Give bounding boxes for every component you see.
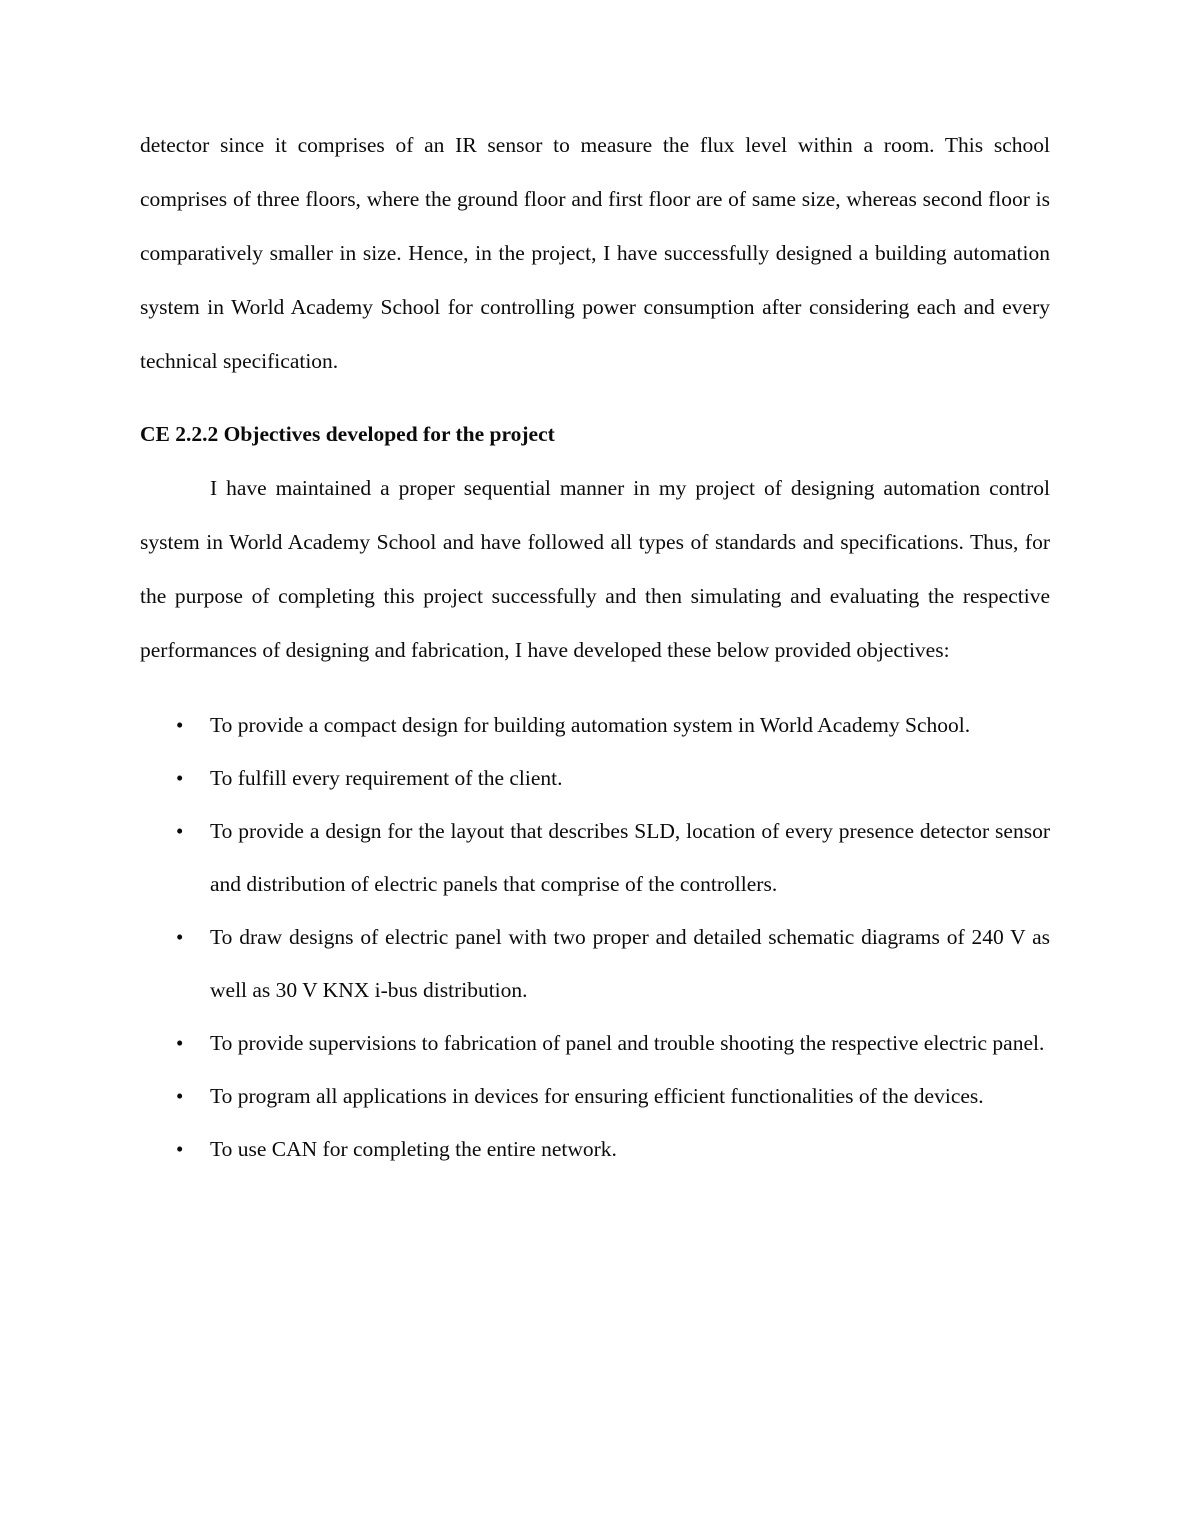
list-item-text: To use CAN for completing the entire network. bbox=[210, 1137, 617, 1161]
paragraph-intro: detector since it comprises of an IR sensor to measure the flux level within a room. This school comprises of three floors, where the ground floor and first floor are of same size, whereas second floor is comparatively smaller in size. Hence, in the project, I have successfully designed a building automation system in World Academy School for controlling power consumption after considering each and every technical specification. bbox=[140, 133, 1050, 373]
bullet-icon: • bbox=[176, 925, 184, 949]
list-item bbox=[176, 699, 1050, 752]
bullet-icon: • bbox=[176, 713, 184, 737]
list-item-text: To fulfill every requirement of the client. bbox=[210, 766, 563, 790]
list-item bbox=[176, 1017, 1050, 1070]
list-item-text: To provide a design for the layout that describes SLD, location of every presence detector sensor and distribution of electric panels that comprise of the controllers. bbox=[210, 819, 1050, 896]
list-item bbox=[176, 1123, 1050, 1176]
list-item-text: To draw designs of electric panel with two proper and detailed schematic diagrams of 240 V as well as 30 V KNX i-bus distribution. bbox=[210, 925, 1050, 1002]
list-item-text: To program all applications in devices for ensuring efficient functionalities of the devices. bbox=[210, 1084, 984, 1108]
bullet-icon: • bbox=[176, 819, 184, 843]
list-item-text: To provide a compact design for building automation system in World Academy School. bbox=[210, 713, 971, 737]
list-item bbox=[176, 752, 1050, 805]
bullet-icon: • bbox=[176, 1084, 184, 1108]
bullet-icon: • bbox=[176, 1031, 184, 1055]
list-item-text: To provide supervisions to fabrication of panel and trouble shooting the respective electric panel. bbox=[210, 1031, 1045, 1055]
paragraph-objectives-intro: I have maintained a proper sequential manner in my project of designing automation control system in World Academy School and have followed all types of standards and specifications. Thus, for the purpose of completing this project successfully and then simulating and evaluating the respective performances of designing and fabrication, I have developed these below provided objectives: bbox=[140, 476, 1050, 662]
list-item bbox=[176, 1070, 1050, 1123]
list-item bbox=[176, 911, 1050, 1017]
objectives-bullet-list bbox=[140, 699, 1050, 1176]
bullet-icon: • bbox=[176, 766, 184, 790]
bullet-icon: • bbox=[176, 1137, 184, 1161]
list-item bbox=[176, 805, 1050, 911]
section-heading: CE 2.2.2 Objectives developed for the project bbox=[140, 422, 555, 446]
